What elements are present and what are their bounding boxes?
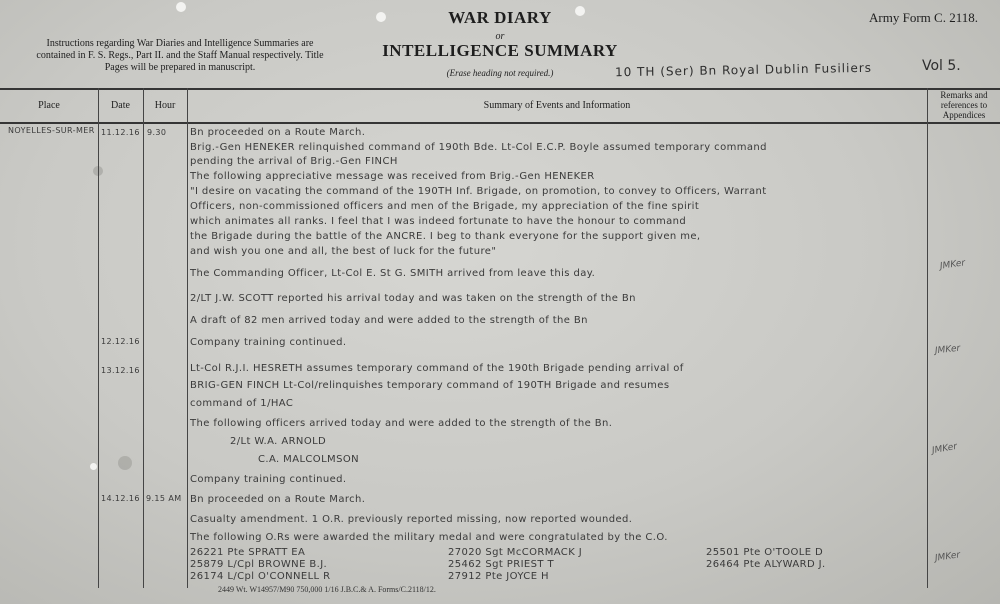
diary-line: and wish you one and all, the best of luck for the future" [190,246,497,257]
column-header-place: Place [38,100,60,111]
award-entry: 26174 L/Cpl O'CONNELL R [190,571,331,582]
erase-note: (Erase heading not required.) [446,68,554,78]
award-entry: 26221 Pte SPRATT EA [190,547,306,558]
header-bottom-rule [0,122,1000,124]
diary-line: The following officers arrived today and were added to the strength of the Bn. [190,418,613,429]
remarks-initials: JMKer [931,441,958,457]
diary-line: Casualty amendment. 1 O.R. previously reported missing, now reported wounded. [190,514,633,525]
diary-line: command of 1/HAC [190,398,294,409]
diary-line: Brig.-Gen HENEKER relinquished command of 190th Bde. Lt-Col E.C.P. Boyle assumed temporary command [190,142,767,153]
diary-line: The Commanding Officer, Lt-Col E. St G. SMITH arrived from leave this day. [190,268,596,279]
remarks-initials: JMKer [934,343,961,357]
punch-hole [90,463,97,470]
date-entry: 13.12.16 [101,366,140,375]
column-divider [187,88,188,588]
column-divider [143,88,144,588]
award-entry: 25462 Sgt PRIEST T [448,559,554,570]
column-header-hour: Hour [154,100,176,111]
page-subtitle: INTELLIGENCE SUMMARY [382,41,618,60]
column-header-date: Date [111,100,130,111]
instructions-text: Instructions regarding War Diaries and Intelligence Summaries are contained in F. S. Regs., Part II. and the Staff Manual respectively. Title Pages will be prepared in manuscript. [36,38,324,73]
diary-line: Lt-Col R.J.I. HESRETH assumes temporary command of the 190th Brigade pending arrival of [190,363,684,374]
diary-line: 2/Lt W.A. ARNOLD [230,436,327,447]
diary-line: The following O.Rs were awarded the military medal and were congratulated by the C.O. [190,532,668,543]
diary-line: the Brigade during the battle of the ANCRE. I beg to thank everyone for the support given me, [190,231,701,242]
diary-line: which animates all ranks. I feel that I was indeed fortunate to have the honour to command [190,216,687,227]
award-entry: 25501 Pte O'TOOLE D [706,547,824,558]
award-entry: 26464 Pte ALYWARD J. [706,559,826,570]
date-entry: 14.12.16 [101,494,140,503]
army-form-number: Army Form C. 2118. [869,10,978,25]
ink-smudge [118,456,132,470]
diary-line: 2/LT J.W. SCOTT reported his arrival today and was taken on the strength of the Bn [190,293,636,304]
hour-entry: 9.30 [147,128,167,137]
diary-line: pending the arrival of Brig.-Gen FINCH [190,156,398,167]
hour-entry: 9.15 AM [146,494,182,503]
unit-name-handwritten: 10 TH (Ser) Bn Royal Dublin Fusiliers [614,60,873,80]
column-header-summary: Summary of Events and Information [483,100,631,111]
table-top-rule [0,88,1000,90]
date-entry: 12.12.16 [101,337,140,346]
award-entry: 27912 Pte JOYCE H [448,571,549,582]
diary-line: "I desire on vacating the command of the 190TH Inf. Brigade, on promotion, to convey to Officers, Warrant [190,186,767,197]
diary-line: C.A. MALCOLMSON [258,454,359,465]
diary-line: Company training continued. [190,474,347,485]
diary-line: BRIG-GEN FINCH Lt-Col/relinquishes temporary command of 190TH Brigade and resumes [190,380,670,391]
diary-line: Company training continued. [190,337,347,348]
award-entry: 25879 L/Cpl BROWNE B.J. [190,559,328,570]
column-divider [98,88,99,588]
column-divider [927,88,928,588]
place-entry: NOYELLES-SUR-MER [8,126,95,135]
remarks-initials: JMKer [939,258,966,272]
diary-line: Bn proceeded on a Route March. [190,494,366,505]
diary-line: Officers, non-commissioned officers and men of the Brigade, my appreciation of the fine spirit [190,201,700,212]
title-or: or [495,31,505,42]
column-header-remarks: Remarks and references to Appendices [940,90,988,120]
form-footer: 2449 Wt. W14957/M90 750,000 1/16 J.B.C.& A. Forms/C.2118/12. [218,585,436,594]
page-title: WAR DIARY [448,8,552,27]
diary-line: Bn proceeded on a Route March. [190,127,366,138]
diary-line: The following appreciative message was received from Brig.-Gen HENEKER [190,171,595,182]
remarks-initials: JMKer [934,550,961,564]
date-entry: 11.12.16 [101,128,140,137]
award-entry: 27020 Sgt McCORMACK J [448,547,583,558]
volume-number: Vol 5. [922,58,961,74]
diary-line: A draft of 82 men arrived today and were added to the strength of the Bn [190,315,588,326]
